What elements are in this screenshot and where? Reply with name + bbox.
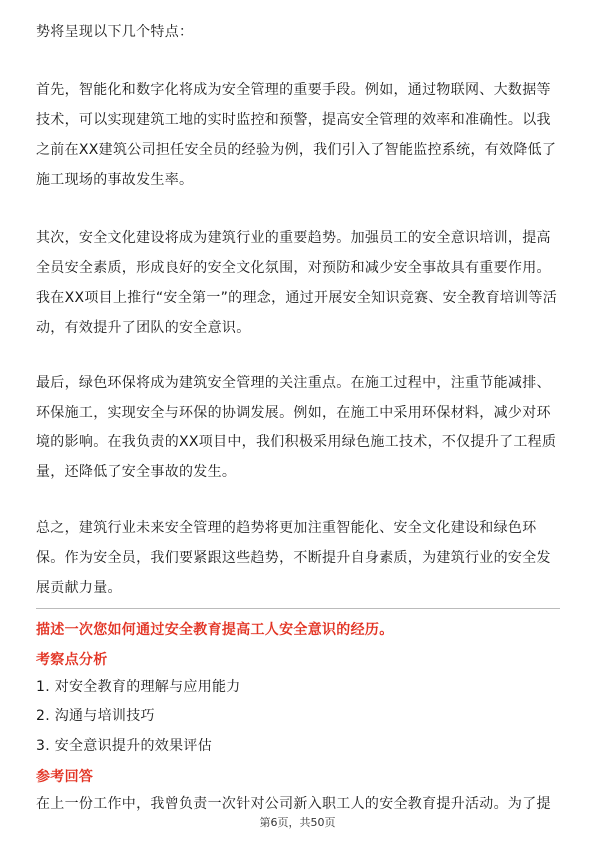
paragraph-4-line-1: 总之，建筑行业未来安全管理的趋势将更加注重智能化、安全文化建设和绿色环	[36, 520, 537, 536]
paragraph-2-line-1: 其次，安全文化建设将成为建筑行业的重要趋势。加强员工的安全意识培训，提高	[36, 230, 551, 246]
paragraph-1-line-3: 之前在XX建筑公司担任安全员的经验为例，我们引入了智能监控系统，有效降低了	[36, 142, 557, 158]
paragraph-2-line-2: 全员安全素质，形成良好的安全文化氛围，对预防和减少安全事故具有重要作用。	[36, 260, 551, 276]
analysis-heading: 考察点分析	[36, 652, 108, 668]
answer-line-1: 在上一份工作中，我曾负责一次针对公司新入职工人的安全教育提升活动。为了提	[36, 796, 551, 812]
paragraph-3-line-4: 量，还降低了安全事故的发生。	[36, 464, 237, 480]
paragraph-2-line-4: 动，有效提升了团队的安全意识。	[36, 320, 251, 336]
document-page	[36, 0, 560, 842]
paragraph-3-line-1: 最后，绿色环保将成为建筑安全管理的关注重点。在施工过程中，注重节能减排、	[36, 375, 551, 391]
paragraph-1-line-4: 施工现场的事故发生率。	[36, 172, 194, 188]
paragraph-2-line-3: 我在XX项目上推行“安全第一”的理念，通过开展安全知识竞赛、安全教育培训等活	[36, 290, 558, 306]
analysis-point-1: 1. 对安全教育的理解与应用能力	[36, 679, 241, 695]
paragraph-4-line-2: 保。作为安全员，我们要紧跟这些趋势，不断提升自身素质，为建筑行业的安全发	[36, 550, 551, 566]
paragraph-4-line-3: 展贡献力量。	[36, 580, 122, 596]
page-number: 第6页，共50页	[259, 816, 336, 829]
intro-line: 势将呈现以下几个特点：	[36, 24, 194, 40]
analysis-point-3: 3. 安全意识提升的效果评估	[36, 738, 213, 754]
question-title: 描述一次您如何通过安全教育提高工人安全意识的经历。	[36, 622, 394, 638]
paragraph-3-line-2: 环保施工，实现安全与环保的协调发展。例如，在施工中采用环保材料，减少对环	[36, 405, 551, 421]
paragraph-1-line-2: 技术，可以实现建筑工地的实时监控和预警，提高安全管理的效率和准确性。以我	[36, 112, 551, 128]
paragraph-3-line-3: 境的影响。在我负责的XX项目中，我们积极采用绿色施工技术，不仅提升了工程质	[36, 434, 557, 450]
analysis-point-2: 2. 沟通与培训技巧	[36, 708, 155, 724]
answer-heading: 参考回答	[36, 769, 94, 785]
paragraph-1-line-1: 首先，智能化和数字化将成为安全管理的重要手段。例如，通过物联网、大数据等	[36, 82, 551, 98]
section-divider	[36, 608, 560, 609]
